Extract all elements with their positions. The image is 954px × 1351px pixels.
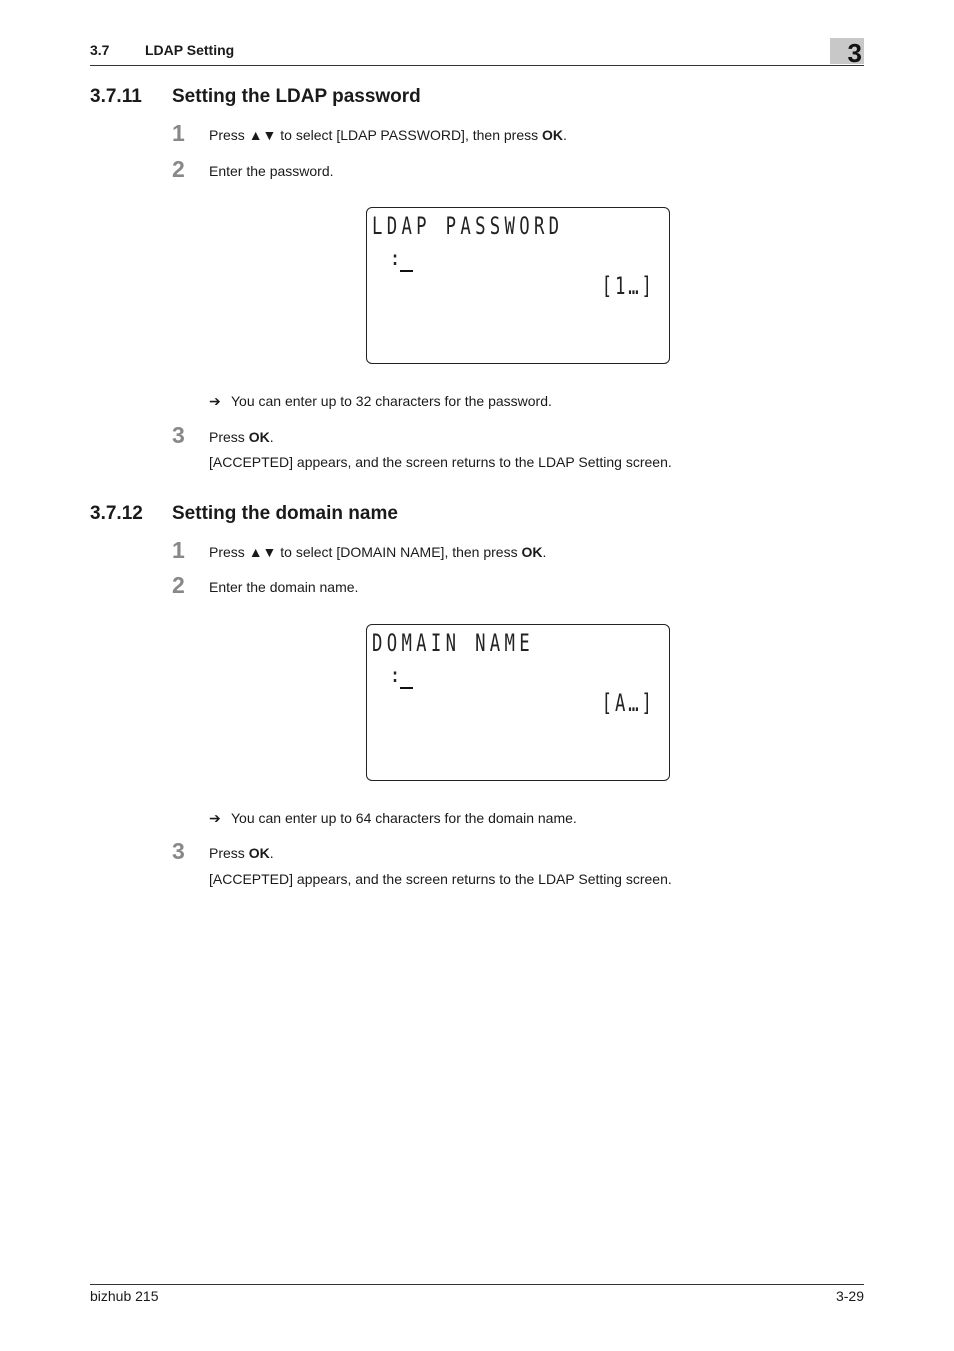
step-text: Enter the domain name. <box>209 579 359 595</box>
section-number: 3.7.11 <box>90 86 142 107</box>
step-text: Enter the password. <box>209 163 334 179</box>
section-heading-ldap-password <box>90 86 421 108</box>
arrow-icon: ➔ <box>209 393 221 409</box>
up-down-arrow-icon: ▲▼ <box>248 127 277 143</box>
section-number: 3.7.12 <box>90 503 143 524</box>
footer-page-number: 3-29 <box>835 1288 864 1304</box>
arrow-icon: ➔ <box>209 810 221 826</box>
lcd-colon: : <box>389 663 402 687</box>
section-heading-domain-name <box>90 503 398 525</box>
lcd-title: DOMAIN NAME <box>372 629 534 657</box>
step-text: Press ▲▼ to select [DOMAIN NAME], then press OK. <box>209 544 547 560</box>
lcd-cursor <box>400 687 413 689</box>
ok-key-label: OK <box>542 127 563 143</box>
chapter-tab: 3 <box>830 38 864 64</box>
lcd-panel-ldap-password <box>366 207 670 364</box>
header-section-title: LDAP Setting <box>145 42 235 58</box>
note <box>209 393 552 410</box>
lcd-input-mode: [1…] <box>601 272 655 300</box>
ok-key-label: OK <box>248 429 270 445</box>
step-number: 2 <box>172 572 185 598</box>
ok-key-label: OK <box>248 845 270 861</box>
page-footer <box>90 1284 864 1304</box>
header-section-number: 3.7 <box>90 42 110 58</box>
lcd-title: LDAP PASSWORD <box>372 212 564 240</box>
lcd-input-mode: [A…] <box>601 689 655 717</box>
ok-key-label: OK <box>521 544 543 560</box>
up-down-arrow-icon: ▲▼ <box>248 544 277 560</box>
section-title: Setting the domain name <box>172 503 398 524</box>
step-text: Press OK. <box>209 845 274 861</box>
footer-product: bizhub 215 <box>90 1288 159 1304</box>
note <box>209 810 577 827</box>
lcd-cursor <box>400 270 413 272</box>
step-number: 3 <box>172 422 185 448</box>
step-detail: [ACCEPTED] appears, and the screen returns to the LDAP Setting screen. <box>209 454 672 470</box>
note-text: You can enter up to 32 characters for the password. <box>231 393 552 409</box>
lcd-colon: : <box>389 246 402 270</box>
step-number: 1 <box>172 120 185 146</box>
step-text: Press OK. <box>209 429 274 445</box>
step-detail: [ACCEPTED] appears, and the screen returns to the LDAP Setting screen. <box>209 871 672 887</box>
step-number: 2 <box>172 156 185 182</box>
note-text: You can enter up to 64 characters for the domain name. <box>231 810 577 826</box>
lcd-panel-domain-name <box>366 624 670 781</box>
step-number: 1 <box>172 537 185 563</box>
section-title: Setting the LDAP password <box>172 86 421 107</box>
page-header <box>90 38 864 68</box>
step-text: Press ▲▼ to select [LDAP PASSWORD], then press OK. <box>209 127 567 143</box>
step-number: 3 <box>172 838 185 864</box>
